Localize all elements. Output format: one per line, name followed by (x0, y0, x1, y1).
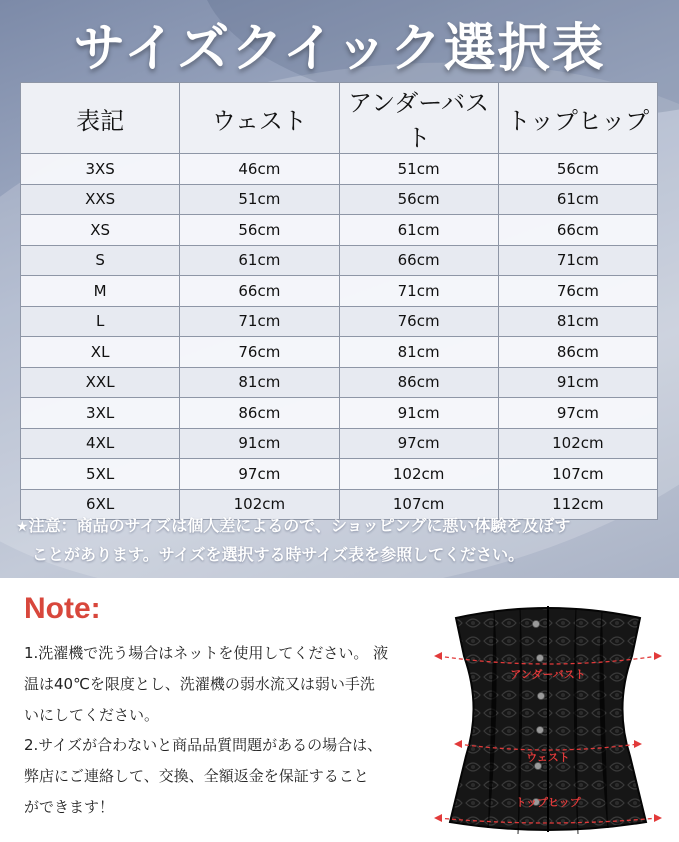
note-section (0, 578, 679, 842)
label-waist: ウェスト (526, 751, 570, 764)
size-table (20, 82, 658, 520)
cell-top-hip: 91cm (498, 367, 657, 398)
cell-waist: 66cm (180, 276, 339, 307)
cell-underbust: 107cm (339, 489, 498, 520)
cell-top-hip: 86cm (498, 337, 657, 368)
cell-size: 4XL (21, 428, 180, 459)
header-top-hip: トップヒップ (498, 83, 657, 154)
size-table-body (21, 154, 658, 520)
corset-diagram (428, 596, 668, 836)
cell-top-hip: 76cm (498, 276, 657, 307)
table-row (21, 306, 658, 337)
cell-underbust: 71cm (339, 276, 498, 307)
table-header-row (21, 83, 658, 154)
cell-waist: 61cm (180, 245, 339, 276)
table-row (21, 459, 658, 490)
cell-waist: 97cm (180, 459, 339, 490)
cell-underbust: 51cm (339, 154, 498, 185)
corset-image (428, 596, 668, 836)
cell-size: XXS (21, 184, 180, 215)
cell-waist: 71cm (180, 306, 339, 337)
table-row (21, 184, 658, 215)
cell-waist: 86cm (180, 398, 339, 429)
cell-underbust: 61cm (339, 215, 498, 246)
cell-top-hip: 102cm (498, 428, 657, 459)
cell-top-hip: 81cm (498, 306, 657, 337)
cell-size: 5XL (21, 459, 180, 490)
cell-underbust: 97cm (339, 428, 498, 459)
cell-size: XS (21, 215, 180, 246)
cell-top-hip: 61cm (498, 184, 657, 215)
cell-size: 3XS (21, 154, 180, 185)
size-caution (16, 512, 666, 568)
cell-waist: 102cm (180, 489, 339, 520)
cell-size: 3XL (21, 398, 180, 429)
table-row (21, 154, 658, 185)
cell-top-hip: 71cm (498, 245, 657, 276)
cell-underbust: 102cm (339, 459, 498, 490)
cell-top-hip: 97cm (498, 398, 657, 429)
cell-top-hip: 107cm (498, 459, 657, 490)
cell-size: XL (21, 337, 180, 368)
cell-waist: 51cm (180, 184, 339, 215)
cell-waist: 76cm (180, 337, 339, 368)
table-row (21, 428, 658, 459)
cell-waist: 56cm (180, 215, 339, 246)
label-top-hip: トップヒップ (515, 796, 581, 809)
table-row (21, 398, 658, 429)
cell-underbust: 81cm (339, 337, 498, 368)
cell-underbust: 66cm (339, 245, 498, 276)
cell-waist: 91cm (180, 428, 339, 459)
caution-line-1: ★注意：商品のサイズは個人差によるので、ショッピングに悪い体験を及ぼす (16, 516, 571, 535)
cell-top-hip: 66cm (498, 215, 657, 246)
table-row (21, 276, 658, 307)
cell-underbust: 56cm (339, 184, 498, 215)
note-refund: 2.サイズが合わないと商品品質問題があるの場合は、 弊店にご連絡して、交換、全額返金を保証すること ができます！ (24, 736, 383, 816)
header-size: 表記 (21, 83, 180, 154)
star-icon: ★ (16, 519, 29, 535)
cell-underbust: 91cm (339, 398, 498, 429)
cell-waist: 46cm (180, 154, 339, 185)
cell-size: M (21, 276, 180, 307)
label-underbust: アンダーバスト (510, 668, 586, 681)
header-waist: ウェスト (180, 83, 339, 154)
note-washing: 1.洗濯機で洗う場合はネットを使用してください。 液 温は40℃を限度とし、洗濯機の弱水流又は弱い手洗 いにしてください。 (24, 644, 389, 724)
cell-underbust: 76cm (339, 306, 498, 337)
cell-size: S (21, 245, 180, 276)
table-row (21, 337, 658, 368)
cell-underbust: 86cm (339, 367, 498, 398)
note-heading: Note: (24, 592, 101, 625)
header-underbust: アンダーバスト (339, 83, 498, 154)
page-title: サイズクイック選択表 (73, 19, 606, 79)
cell-top-hip: 112cm (498, 489, 657, 520)
cell-top-hip: 56cm (498, 154, 657, 185)
table-row (21, 245, 658, 276)
cell-size: L (21, 306, 180, 337)
caution-line-2: ことがあります。サイズを選択する時サイズ表を参照してください。 (32, 545, 525, 564)
cell-size: XXL (21, 367, 180, 398)
cell-size: 6XL (21, 489, 180, 520)
table-row (21, 215, 658, 246)
table-row (21, 367, 658, 398)
cell-waist: 81cm (180, 367, 339, 398)
